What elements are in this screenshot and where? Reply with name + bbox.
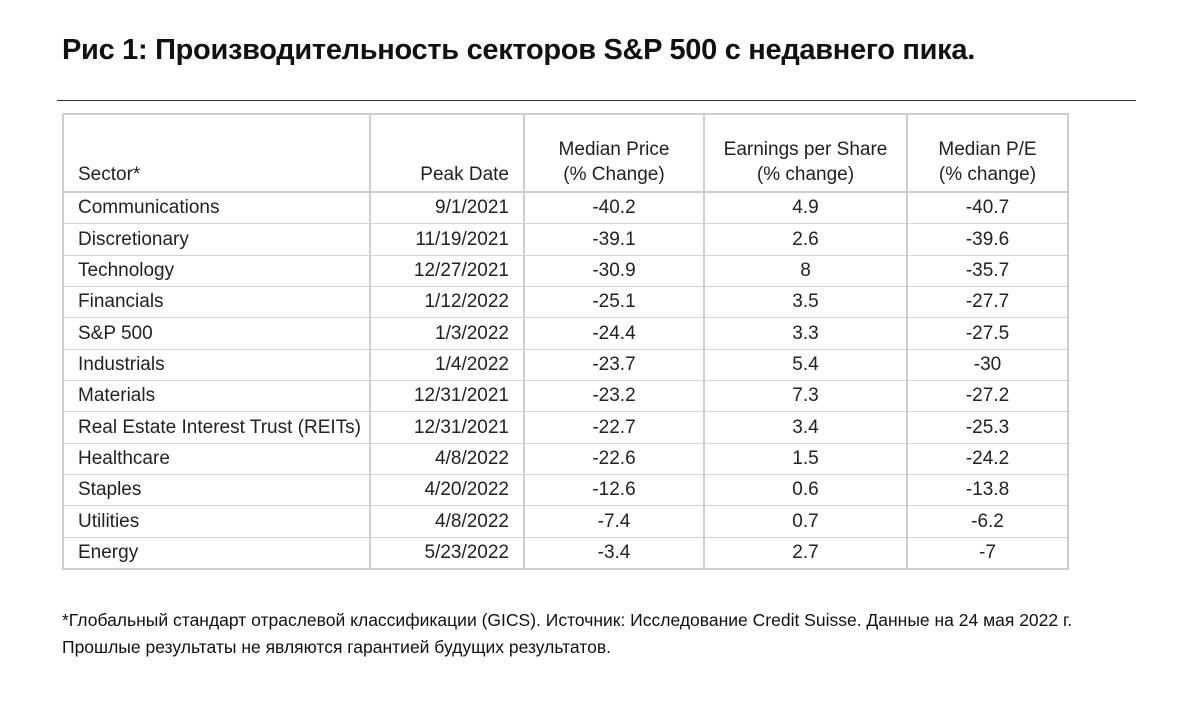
cell-sector: Technology	[64, 255, 370, 286]
cell-median-pe: -40.7	[907, 192, 1067, 224]
table-body	[64, 192, 1067, 568]
column-header-median-pe: Median P/E (% change)	[907, 115, 1067, 192]
cell-eps: 2.7	[704, 537, 907, 568]
cell-median-pe: -13.8	[907, 475, 1067, 506]
cell-median-price: -40.2	[524, 192, 704, 224]
cell-median-pe: -27.2	[907, 381, 1067, 412]
cell-median-price: -24.4	[524, 318, 704, 349]
table-row	[64, 287, 1067, 318]
cell-median-pe: -30	[907, 349, 1067, 380]
title-divider	[57, 100, 1136, 101]
cell-peak-date: 1/3/2022	[370, 318, 524, 349]
cell-eps: 3.5	[704, 287, 907, 318]
column-header-median-price: Median Price (% Change)	[524, 115, 704, 192]
cell-median-price: -3.4	[524, 537, 704, 568]
cell-peak-date: 12/27/2021	[370, 255, 524, 286]
table-row	[64, 537, 1067, 568]
cell-eps: 7.3	[704, 381, 907, 412]
cell-sector: S&P 500	[64, 318, 370, 349]
cell-median-pe: -27.7	[907, 287, 1067, 318]
sector-performance-table	[62, 113, 1069, 570]
cell-eps: 5.4	[704, 349, 907, 380]
cell-eps: 8	[704, 255, 907, 286]
cell-peak-date: 11/19/2021	[370, 224, 524, 255]
cell-peak-date: 9/1/2021	[370, 192, 524, 224]
cell-median-price: -22.6	[524, 443, 704, 474]
table-row	[64, 443, 1067, 474]
cell-peak-date: 4/20/2022	[370, 475, 524, 506]
cell-peak-date: 12/31/2021	[370, 381, 524, 412]
cell-median-pe: -24.2	[907, 443, 1067, 474]
cell-eps: 3.3	[704, 318, 907, 349]
cell-median-price: -12.6	[524, 475, 704, 506]
table-row	[64, 255, 1067, 286]
cell-sector: Energy	[64, 537, 370, 568]
cell-eps: 0.7	[704, 506, 907, 537]
cell-eps: 3.4	[704, 412, 907, 443]
table-row	[64, 506, 1067, 537]
cell-median-price: -39.1	[524, 224, 704, 255]
footnote	[62, 607, 1162, 661]
cell-peak-date: 4/8/2022	[370, 443, 524, 474]
footnote-source-line: *Глобальный стандарт отраслевой классификации (GICS). Источник: Исследование Credit Suisse. Данные на 24 мая 2022 г.	[62, 610, 1073, 630]
cell-median-price: -23.7	[524, 349, 704, 380]
page-title: Рис 1: Производительность секторов S&P 500 с недавнего пика.	[62, 34, 975, 66]
cell-peak-date: 4/8/2022	[370, 506, 524, 537]
cell-median-pe: -27.5	[907, 318, 1067, 349]
cell-sector: Utilities	[64, 506, 370, 537]
cell-sector: Materials	[64, 381, 370, 412]
cell-sector: Healthcare	[64, 443, 370, 474]
cell-peak-date: 1/4/2022	[370, 349, 524, 380]
cell-median-price: -23.2	[524, 381, 704, 412]
cell-median-pe: -35.7	[907, 255, 1067, 286]
column-header-peak-date: Peak Date	[370, 115, 524, 192]
table-row	[64, 318, 1067, 349]
cell-sector: Real Estate Interest Trust (REITs)	[64, 412, 370, 443]
table-row	[64, 412, 1067, 443]
cell-eps: 1.5	[704, 443, 907, 474]
cell-eps: 0.6	[704, 475, 907, 506]
cell-peak-date: 12/31/2021	[370, 412, 524, 443]
cell-sector: Staples	[64, 475, 370, 506]
cell-peak-date: 1/12/2022	[370, 287, 524, 318]
cell-sector: Industrials	[64, 349, 370, 380]
table-row	[64, 381, 1067, 412]
cell-median-price: -22.7	[524, 412, 704, 443]
footnote-disclaimer-line: Прошлые результаты не являются гарантией будущих результатов.	[62, 637, 611, 657]
cell-sector: Communications	[78, 197, 220, 219]
cell-median-pe: -6.2	[907, 506, 1067, 537]
cell-median-price: -30.9	[524, 255, 704, 286]
cell-sector: Discretionary	[64, 224, 370, 255]
cell-eps: 2.6	[704, 224, 907, 255]
cell-peak-date: 5/23/2022	[370, 537, 524, 568]
cell-median-pe: -25.3	[907, 412, 1067, 443]
column-header-sector: Sector*	[64, 115, 370, 192]
cell-eps: 4.9	[704, 192, 907, 224]
table-row	[64, 224, 1067, 255]
cell-median-pe: -7	[907, 537, 1067, 568]
table-header-row	[64, 115, 1067, 192]
table-row	[64, 475, 1067, 506]
column-header-eps: Earnings per Share (% change)	[704, 115, 907, 192]
cell-median-price: -7.4	[524, 506, 704, 537]
table-row	[64, 349, 1067, 380]
table-row	[64, 192, 1067, 224]
cell-median-pe: -39.6	[907, 224, 1067, 255]
cell-median-price: -25.1	[524, 287, 704, 318]
cell-sector: Financials	[64, 287, 370, 318]
